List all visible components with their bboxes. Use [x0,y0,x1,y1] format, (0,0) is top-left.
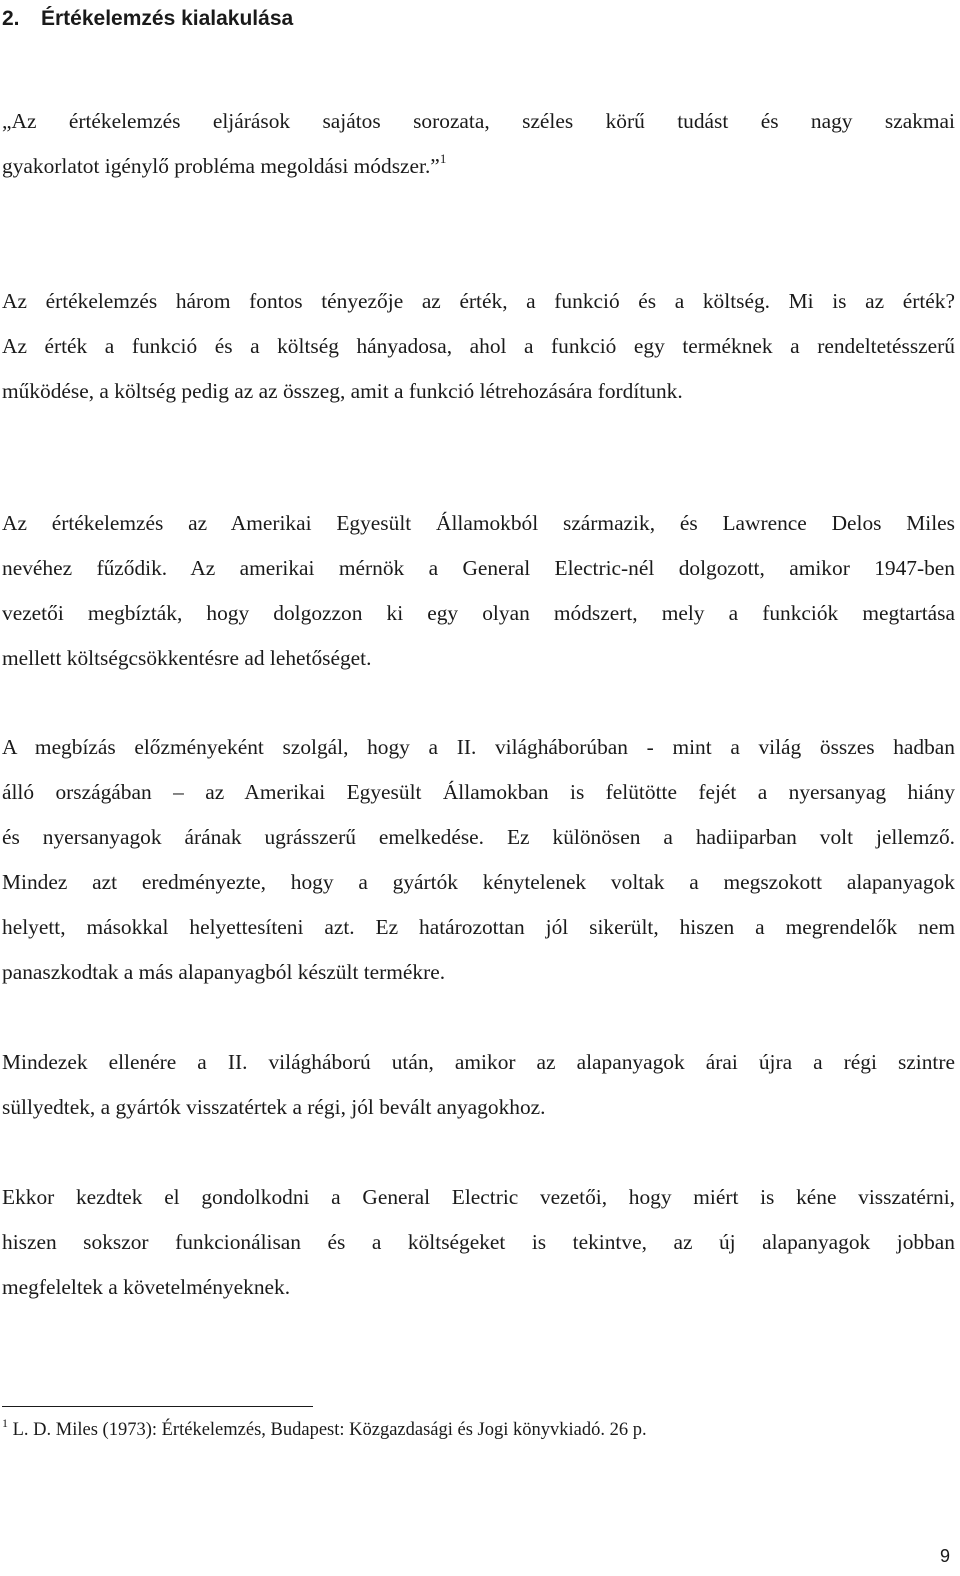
paragraph-6-line-1: Ekkor kezdtek el gondolkodni a General Electric vezetői, hogy miért is kéne visszatérni, [2,1185,955,1209]
paragraph-4-line-6: panaszkodtak a más alapanyagból készült termékre. [2,960,446,984]
paragraph-6-line-3: megfeleltek a követelményeknek. [2,1275,291,1299]
paragraph-3-line-3: vezetői megbízták, hogy dolgozzon ki egy olyan módszert, mely a funkciók megtartása [2,601,955,625]
paragraph-3-line-1: Az értékelemzés az Amerikai Egyesült Államokból származik, és Lawrence Delos Miles [2,511,955,535]
footnote-reference[interactable]: 1 [439,151,447,166]
paragraph-6-line-2: hiszen sokszor funkcionálisan és a költségeket is tekintve, az új alapanyagok jobban [2,1230,955,1254]
paragraph-4-line-5: helyett, másokkal helyettesíteni azt. Ez határozottan jól sikerült, hiszen a megrendelők nem [2,915,955,939]
page-number: 9 [940,1546,951,1566]
footnote-number: 1 [2,1416,8,1430]
section-title: Értékelemzés kialakulása [41,7,294,30]
paragraph-2-line-2: Az érték a funkció és a költség hányadosa, ahol a funkció egy terméknek a rendeltetésszerű [2,334,955,358]
paragraph-3-line-4: mellett költségcsökkentésre ad lehetőséget. [2,646,372,670]
paragraph-4-line-2: álló országában – az Amerikai Egyesült Államokban is felütötte fejét a nyersanyag hiány [2,780,955,804]
paragraph-3-line-2: nevéhez fűződik. Az amerikai mérnök a General Electric-nél dolgozott, amikor 1947-ben [2,556,955,580]
paragraph-4-line-1: A megbízás előzményeként szolgál, hogy a II. világháborúban - mint a világ összes hadban [2,735,955,759]
paragraph-4-line-4: Mindez azt eredményezte, hogy a gyártók kénytelenek voltak a megszokott alapanyagok [2,870,955,894]
section-number: 2. [2,7,20,30]
section-heading [2,5,293,33]
footnote-separator [2,1406,313,1407]
quote-line-2 [2,151,446,181]
quote-line-1: „Az értékelemzés eljárások sajátos sorozata, széles körű tudást és nagy szakmai [2,109,955,133]
quote-line-2-text: gyakorlatot igénylő probléma megoldási módszer.” [2,154,440,178]
paragraph-5-line-2: süllyedtek, a gyártók visszatértek a régi, jól bevált anyagokhoz. [2,1095,546,1119]
paragraph-2-line-3: működése, a költség pedig az az összeg, amit a funkció létrehozására fordítunk. [2,379,683,403]
paragraph-4-line-3: és nyersanyagok árának ugrásszerű emelkedése. Ez különösen a hadiiparban volt jellemző. [2,825,955,849]
footnote [2,1417,647,1443]
footnote-text: L. D. Miles (1973): Értékelemzés, Budapest: Közgazdasági és Jogi könyvkiadó. 26 p. [8,1420,647,1440]
paragraph-2-line-1: Az értékelemzés három fontos tényezője az érték, a funkció és a költség. Mi is az érték? [2,289,955,313]
paragraph-5-line-1: Mindezek ellenére a II. világháború után, amikor az alapanyagok árai újra a régi szintre [2,1050,955,1074]
